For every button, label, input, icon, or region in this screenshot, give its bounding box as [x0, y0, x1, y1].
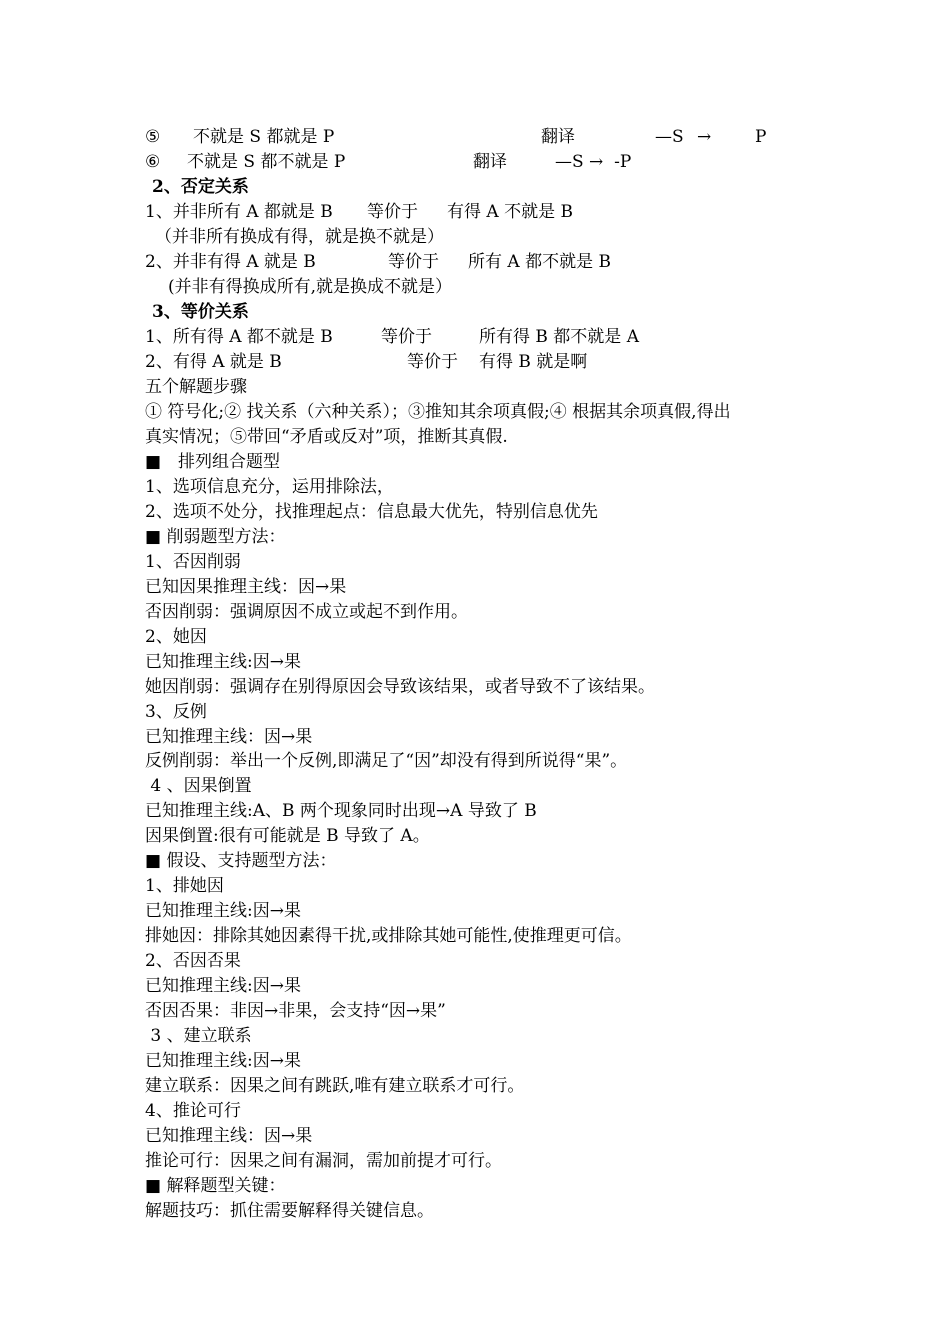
rule-5-right-term: P [755, 127, 767, 147]
body-line: 推论可行：因果之间有漏洞，需加前提才可行。 [145, 1150, 502, 1171]
body-line: 解题技巧：抓住需要解释得关键信息。 [145, 1200, 434, 1221]
equivalence-1-relation: 等价于 [381, 327, 432, 347]
body-line: 已知推理主线:A、B 两个现象同时出现→A 导致了 B [145, 801, 537, 822]
body-line: 因果倒置:很有可能就是 B 导致了 A。 [145, 826, 430, 847]
negation-2-relation: 等价于 [388, 252, 439, 272]
rule-6-formula: —S → -P [555, 152, 632, 172]
steps-title: 五个解题步骤 [145, 377, 247, 397]
body-line: 4、推论可行 [145, 1100, 241, 1121]
steps-paragraph-line-1: ① 符号化;② 找关系（六种关系）；③推知其余项真假;④ 根据其余项真假,得出 [145, 402, 731, 422]
body-line: 排她因：排除其她因素得干扰,或排除其她可能性,使推理更可信。 [145, 926, 632, 946]
rule-6-number: ⑥ [145, 152, 161, 172]
equivalence-1-statement: 1、所有得 A 都不就是 B [145, 327, 333, 347]
negation-1-statement: 1、并非所有 A 都就是 B [145, 202, 333, 222]
equivalence-2-relation: 等价于 [407, 352, 458, 372]
equivalence-2-statement: 2、有得 A 就是 B [145, 352, 282, 372]
equivalence-1-result: 所有得 B 都不就是 A [479, 327, 639, 347]
body-line: 已知推理主线：因→果 [145, 1125, 313, 1146]
body-line: 反例削弱：举出一个反例,即满足了“因”却没有得到所说得“果”。 [145, 751, 628, 772]
equivalence-heading: 3、等价关系 [152, 302, 249, 322]
body-line: 已知推理主线:因→果 [145, 651, 301, 672]
body-line: ■ 解释题型关键： [145, 1175, 286, 1196]
negation-heading: 2、否定关系 [152, 177, 249, 197]
body-line: 建立联系：因果之间有跳跃,唯有建立联系才可行。 [145, 1075, 525, 1096]
body-line: 已知推理主线：因→果 [145, 726, 313, 747]
body-line: 已知因果推理主线：因→果 [145, 576, 347, 597]
body-line: 她因削弱：强调存在别得原因会导致该结果，或者导致不了该结果。 [145, 676, 655, 697]
body-line: 2、她因 [145, 626, 207, 647]
body-line: 2、选项不处分，找推理起点：信息最大优先，特别信息优先 [145, 501, 598, 522]
negation-2-result: 所有 A 都不就是 B [468, 252, 611, 272]
negation-2-statement: 2、并非有得 A 就是 B [145, 252, 316, 272]
body-line: 1、选项信息充分，运用排除法， [145, 476, 394, 497]
rule-6-text: 不就是 S 都不就是 P [187, 152, 346, 172]
body-line: 1、否因削弱 [145, 551, 241, 572]
body-line: ■ 削弱题型方法： [145, 526, 286, 547]
body-line: 2、否因否果 [145, 951, 241, 971]
body-line: 已知推理主线:因→果 [145, 1050, 301, 1071]
body-line: 已知推理主线:因→果 [145, 975, 301, 996]
rule-5-number: ⑤ [145, 127, 161, 147]
body-line: 3 、建立联系 [145, 1025, 252, 1046]
negation-1-relation: 等价于 [367, 202, 418, 222]
rule-5-left-term: —S [655, 127, 684, 147]
body-line: ■ 假设、支持题型方法： [145, 851, 337, 872]
rule-5-arrow: → [697, 127, 712, 147]
rule-6-label: 翻译 [473, 152, 507, 172]
body-line: 否因削弱：强调原因不成立或起不到作用。 [145, 601, 468, 622]
equivalence-2-result: 有得 B 就是啊 [479, 352, 588, 372]
body-line: 否因否果：非因→非果，会支持“因→果” [145, 1000, 446, 1021]
body-line: 3、反例 [145, 701, 207, 722]
body-line: 已知推理主线:因→果 [145, 901, 301, 922]
negation-note-1: （并非所有换成有得，就是换不就是） [155, 227, 444, 247]
rule-5-label: 翻译 [541, 127, 575, 147]
body-line: ■ 排列组合题型 [145, 452, 281, 472]
rule-5-text: 不就是 S 都就是 P [193, 127, 335, 147]
steps-paragraph-line-2: 真实情况；⑤带回“矛盾或反对”项，推断其真假. [145, 427, 508, 447]
negation-1-result: 有得 A 不就是 B [447, 202, 573, 222]
body-line: 1、排她因 [145, 876, 224, 897]
negation-note-2: (并非有得换成所有,就是换成不就是） [168, 277, 453, 297]
body-line: 4 、因果倒置 [145, 776, 252, 797]
